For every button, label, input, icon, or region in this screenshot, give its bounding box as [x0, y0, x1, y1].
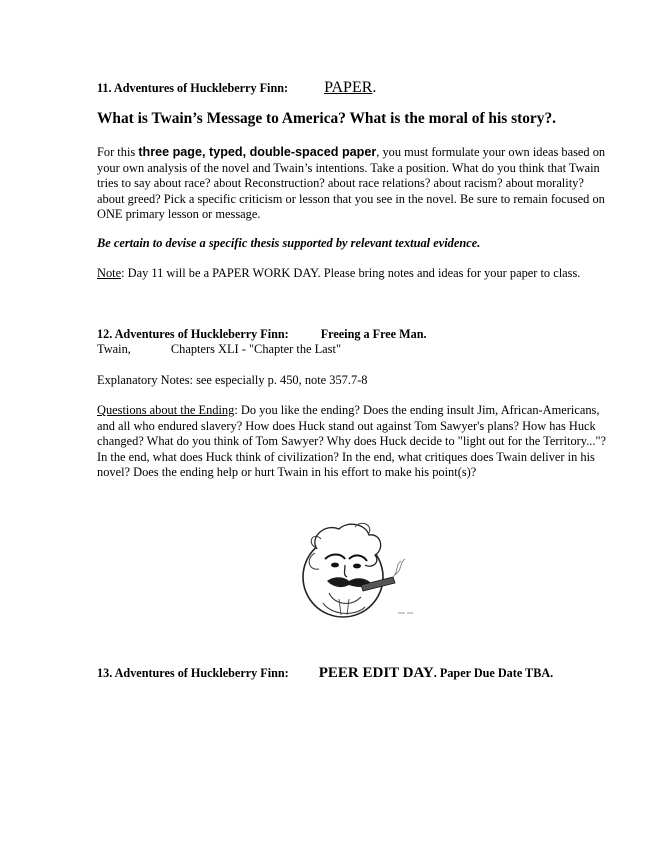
section-12-title: 12. Adventures of Huckleberry Finn: — [97, 327, 289, 341]
section-13-topic: PEER EDIT DAY — [318, 665, 434, 681]
section-11-note-label: Note — [97, 266, 122, 280]
section-11-question: What is Twain’s Message to America? What is the moral of his story?. — [97, 110, 556, 127]
section-11-topic: PAPER — [324, 79, 373, 96]
section-11-body-bold: three page, typed, double-spaced paper — [138, 145, 377, 159]
section-12-questions — [97, 403, 607, 481]
section-13-heading — [97, 665, 607, 682]
section-13-due: . Paper Due Date TBA. — [433, 666, 554, 680]
section-11-topic-wrap — [324, 79, 376, 96]
section-12-chapters: Chapters XLI - "Chapter the Last" — [170, 342, 342, 356]
section-11-topic-end: . — [372, 79, 377, 96]
section-12-questions-text: : Do you like the ending? Does the ending insult Jim, African-Americans, and all who endured slavery? How does Huck stand out against Tom Sawyer's plans? How has Huck changed? What do you think of Tom Sawyer? Why does Huck decide to "light out for the Territory..."? In the end, what does Huck think of civilization? In the end, what critiques does Twain deliver in his novel? Does the ending help or hurt Twain in his effort to make his point(s)? — [97, 403, 607, 479]
section-11-body-pre: For this — [97, 145, 139, 159]
section-12-subtitle: Freeing a Free Man. — [320, 327, 427, 341]
section-12-questions-label: Questions about the Ending — [97, 403, 235, 417]
twain-portrait-illustration — [295, 519, 425, 623]
section-12-author: Twain, — [97, 342, 131, 356]
section-11-body-post: , you must formulate your own ideas based on your own analysis of the novel and Twain’s intentions. Take a position. What do you think that Twain tries to say about race? about Reconstruction? about race relations? about racism? about morality? about greed? Pick a specific criticism or lesson that you see in the novel. Be sure to remain focused on ONE primary lesson or message. — [97, 145, 606, 221]
section-11-body — [97, 145, 607, 223]
section-12-heading — [97, 327, 607, 342]
section-13-title: 13. Adventures of Huckleberry Finn: — [97, 666, 289, 680]
section-11-thesis: Be certain to devise a specific thesis supported by relevant textual evidence. — [97, 236, 481, 250]
section-12-explanatory-notes: Explanatory Notes: see especially p. 450, note 357.7-8 — [97, 373, 368, 387]
section-11-note-text: : Day 11 will be a PAPER WORK DAY. Please bring notes and ideas for your paper to class. — [121, 266, 581, 280]
section-11-heading — [97, 79, 607, 97]
section-11-title: . Adventures of Huckleberry Finn: — [108, 81, 289, 95]
section-11-number: 11 — [97, 81, 109, 95]
section-12-reading — [97, 342, 607, 357]
section-11-note — [97, 266, 607, 282]
